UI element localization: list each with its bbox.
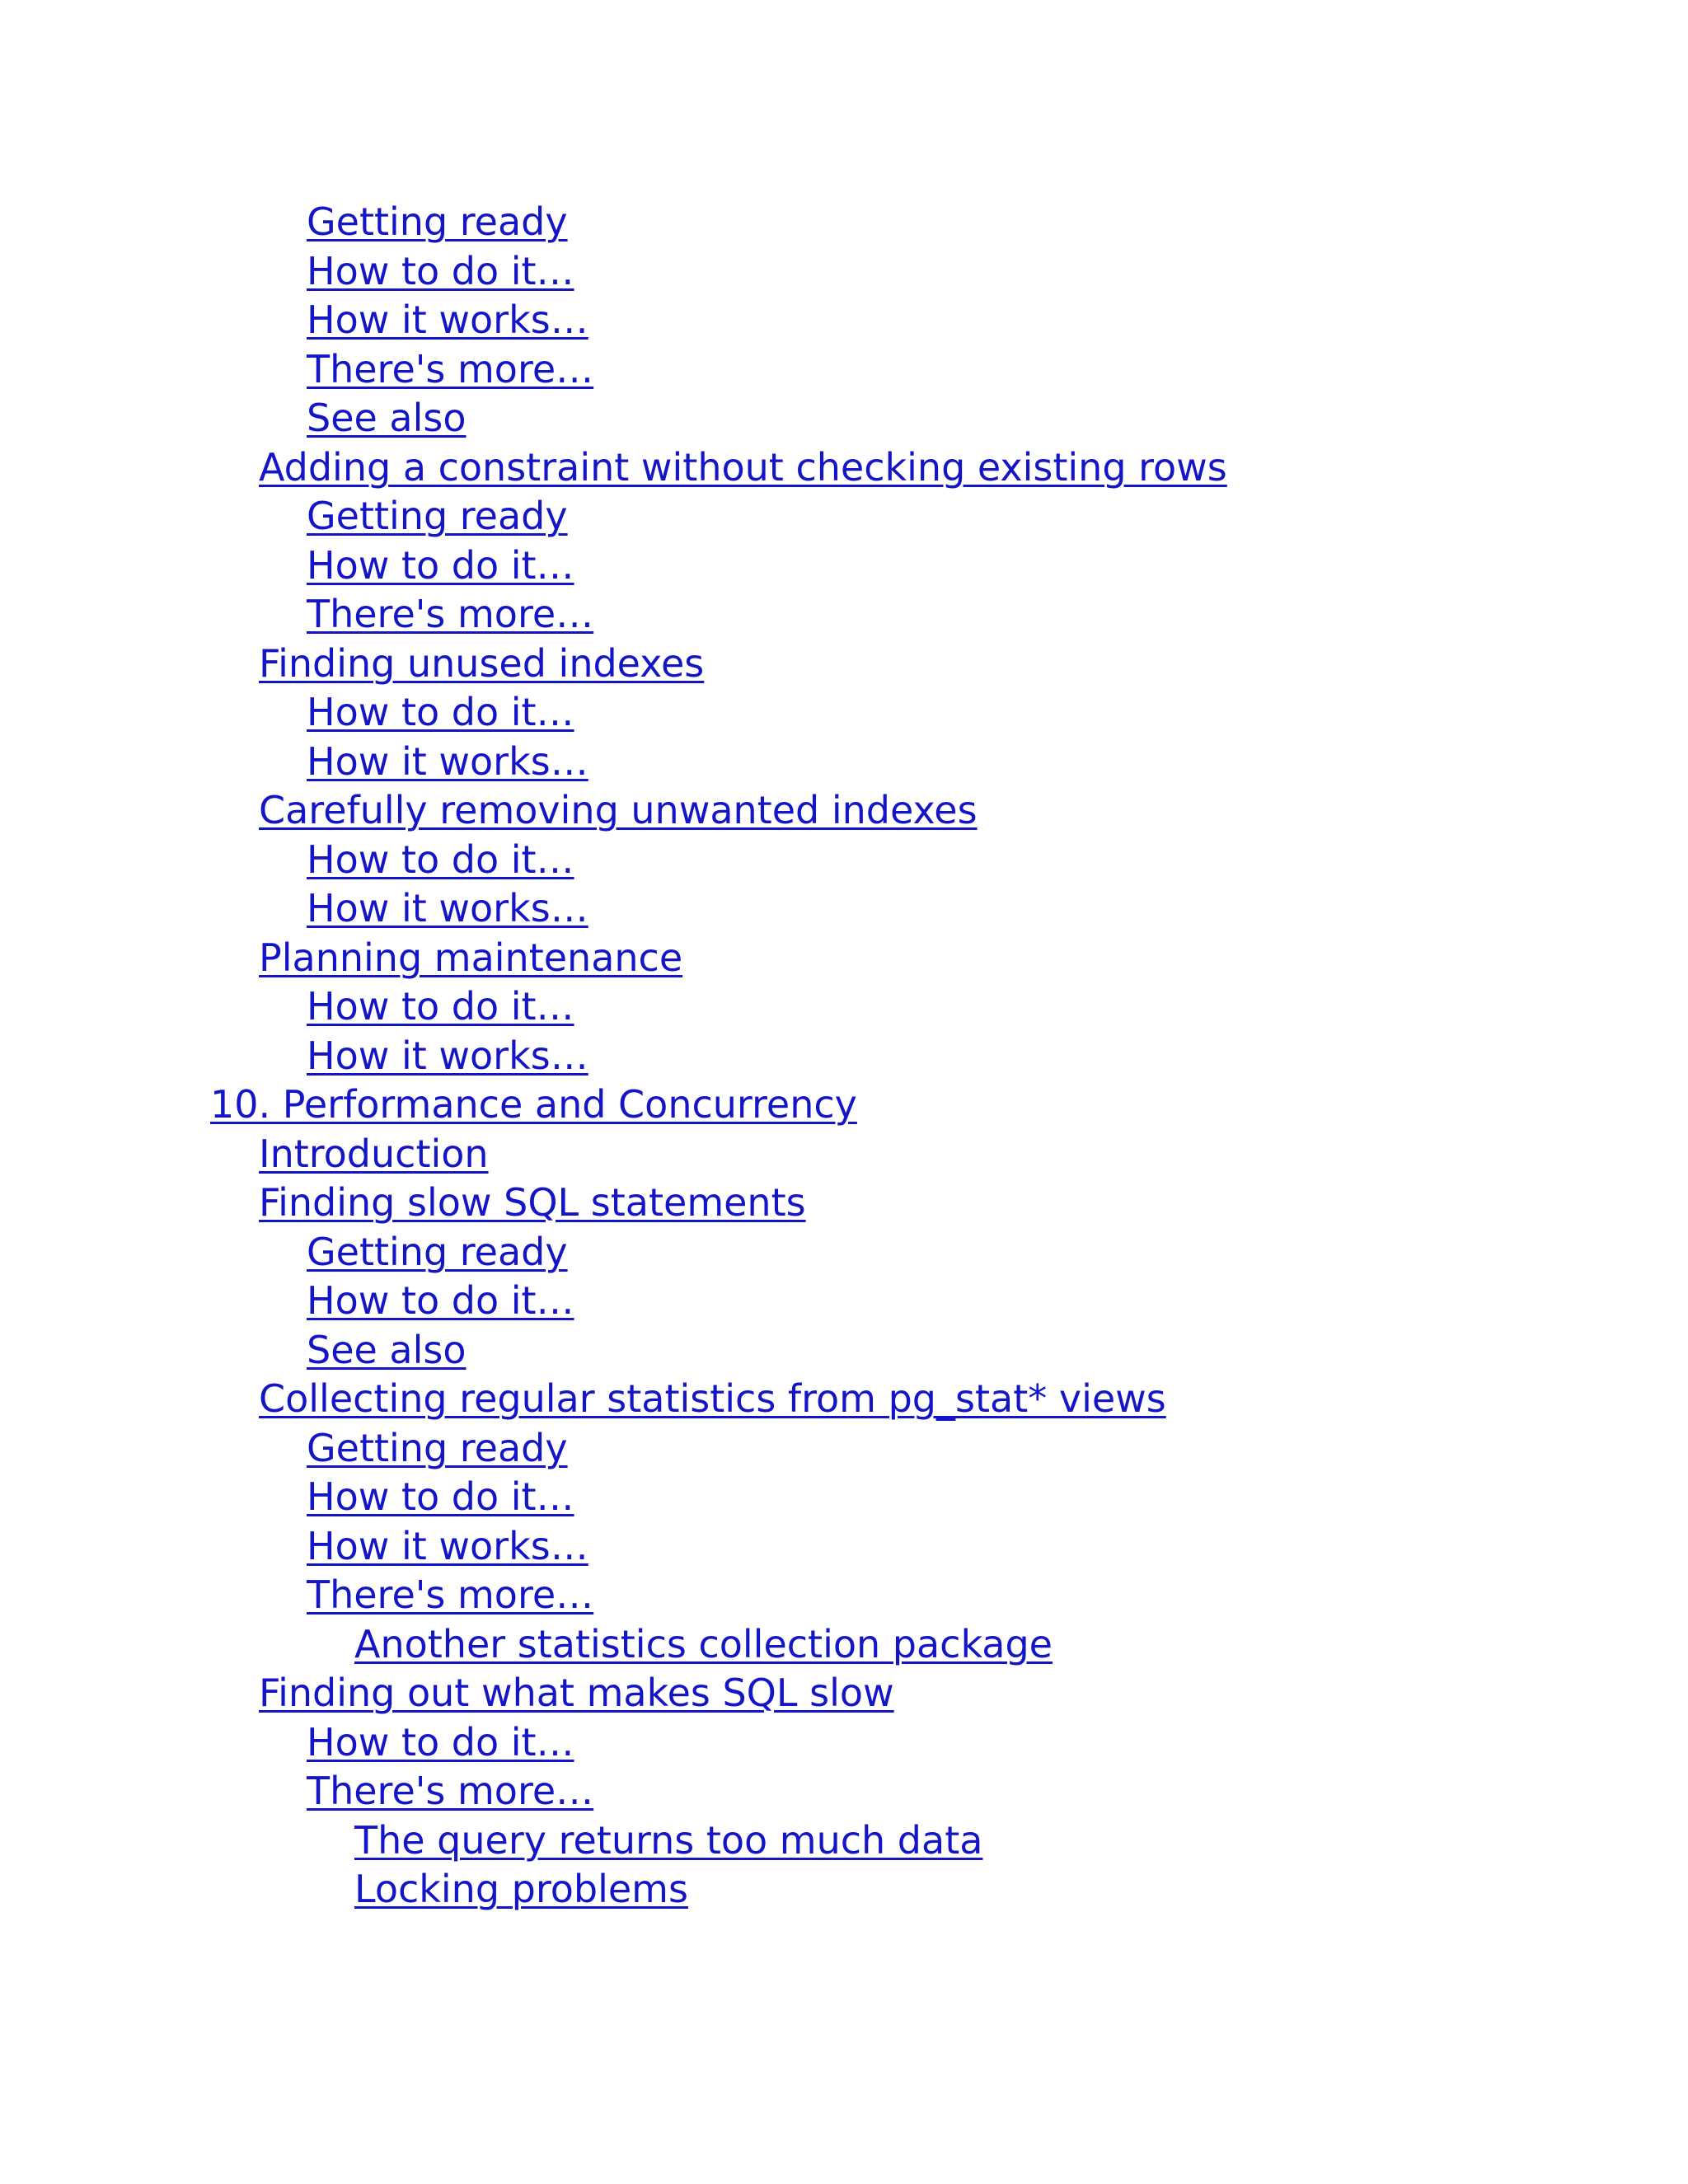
toc-link[interactable]: Finding out what makes SQL slow bbox=[259, 1671, 894, 1715]
toc-link[interactable]: Finding slow SQL statements bbox=[259, 1180, 806, 1225]
toc-entry bbox=[0, 982, 1688, 1032]
toc-entry bbox=[0, 198, 1688, 247]
toc-entry bbox=[0, 786, 1688, 836]
toc-entry bbox=[0, 1130, 1688, 1179]
toc-link[interactable]: How it works… bbox=[307, 1523, 588, 1568]
toc-link[interactable]: Planning maintenance bbox=[259, 935, 683, 980]
toc-link[interactable]: Locking problems bbox=[354, 1867, 688, 1911]
toc-entry bbox=[0, 1816, 1688, 1866]
toc-link[interactable]: See also bbox=[307, 1327, 467, 1372]
toc-link[interactable]: There's more… bbox=[307, 346, 594, 391]
toc-link[interactable]: How to do it… bbox=[307, 837, 574, 882]
toc-entry bbox=[0, 1228, 1688, 1277]
toc-link[interactable]: How to do it… bbox=[307, 690, 574, 734]
toc-link[interactable]: There's more… bbox=[307, 592, 594, 636]
toc-link[interactable]: See also bbox=[307, 396, 467, 440]
toc-entry bbox=[0, 1473, 1688, 1522]
toc-link[interactable]: Getting ready bbox=[307, 199, 568, 244]
toc-link[interactable]: Introduction bbox=[259, 1131, 489, 1176]
table-of-contents bbox=[0, 198, 1688, 1915]
toc-entry bbox=[0, 1179, 1688, 1228]
toc-chapter-entry bbox=[0, 1080, 1688, 1130]
toc-link[interactable]: Adding a constraint without checking existing rows bbox=[259, 444, 1227, 490]
toc-entry bbox=[0, 296, 1688, 345]
toc-entry bbox=[0, 541, 1688, 591]
toc-link[interactable]: Collecting regular statistics from pg_stat* views bbox=[259, 1376, 1166, 1421]
toc-entry bbox=[0, 1718, 1688, 1768]
toc-entry bbox=[0, 1669, 1688, 1718]
toc-link[interactable]: How to do it… bbox=[307, 1719, 574, 1765]
toc-link[interactable]: Getting ready bbox=[307, 1425, 568, 1470]
toc-link[interactable]: How to do it… bbox=[307, 542, 574, 588]
toc-link[interactable]: How it works… bbox=[307, 738, 588, 784]
toc-entry bbox=[0, 492, 1688, 541]
toc-link[interactable]: How to do it… bbox=[307, 1278, 574, 1323]
toc-entry bbox=[0, 1424, 1688, 1474]
toc-link[interactable]: Getting ready bbox=[307, 1229, 568, 1274]
toc-entry bbox=[0, 1032, 1688, 1081]
toc-link[interactable]: There's more… bbox=[307, 1769, 594, 1813]
toc-link[interactable]: How to do it… bbox=[307, 1474, 574, 1519]
toc-entry bbox=[0, 1375, 1688, 1424]
toc-entry bbox=[0, 836, 1688, 885]
toc-link[interactable]: How to do it… bbox=[307, 248, 574, 293]
toc-entry bbox=[0, 590, 1688, 640]
toc-entry bbox=[0, 1865, 1688, 1915]
toc-entry bbox=[0, 345, 1688, 395]
toc-entry bbox=[0, 1522, 1688, 1572]
toc-entry bbox=[0, 1571, 1688, 1620]
toc-entry bbox=[0, 394, 1688, 443]
toc-entry bbox=[0, 688, 1688, 738]
toc-link[interactable]: Getting ready bbox=[307, 494, 568, 538]
toc-entry bbox=[0, 640, 1688, 689]
toc-link[interactable]: Finding unused indexes bbox=[259, 640, 705, 686]
toc-link[interactable]: Carefully removing unwanted indexes bbox=[259, 788, 978, 832]
toc-link[interactable]: The query returns too much data bbox=[354, 1817, 983, 1863]
toc-entry bbox=[0, 1277, 1688, 1326]
toc-link[interactable]: Another statistics collection package bbox=[354, 1621, 1053, 1666]
toc-link[interactable]: How it works… bbox=[307, 1033, 588, 1078]
toc-entry bbox=[0, 884, 1688, 934]
toc-entry bbox=[0, 247, 1688, 297]
toc-entry bbox=[0, 1767, 1688, 1816]
toc-entry bbox=[0, 934, 1688, 983]
toc-entry bbox=[0, 443, 1688, 493]
toc-link[interactable]: How to do it… bbox=[307, 984, 574, 1029]
toc-entry bbox=[0, 1620, 1688, 1670]
toc-entry bbox=[0, 1326, 1688, 1376]
toc-chapter-link[interactable]: 10. Performance and Concurrency bbox=[210, 1082, 857, 1127]
toc-link[interactable]: How it works… bbox=[307, 298, 588, 342]
toc-link[interactable]: There's more… bbox=[307, 1572, 594, 1617]
toc-link[interactable]: How it works… bbox=[307, 886, 588, 930]
toc-entry bbox=[0, 738, 1688, 787]
